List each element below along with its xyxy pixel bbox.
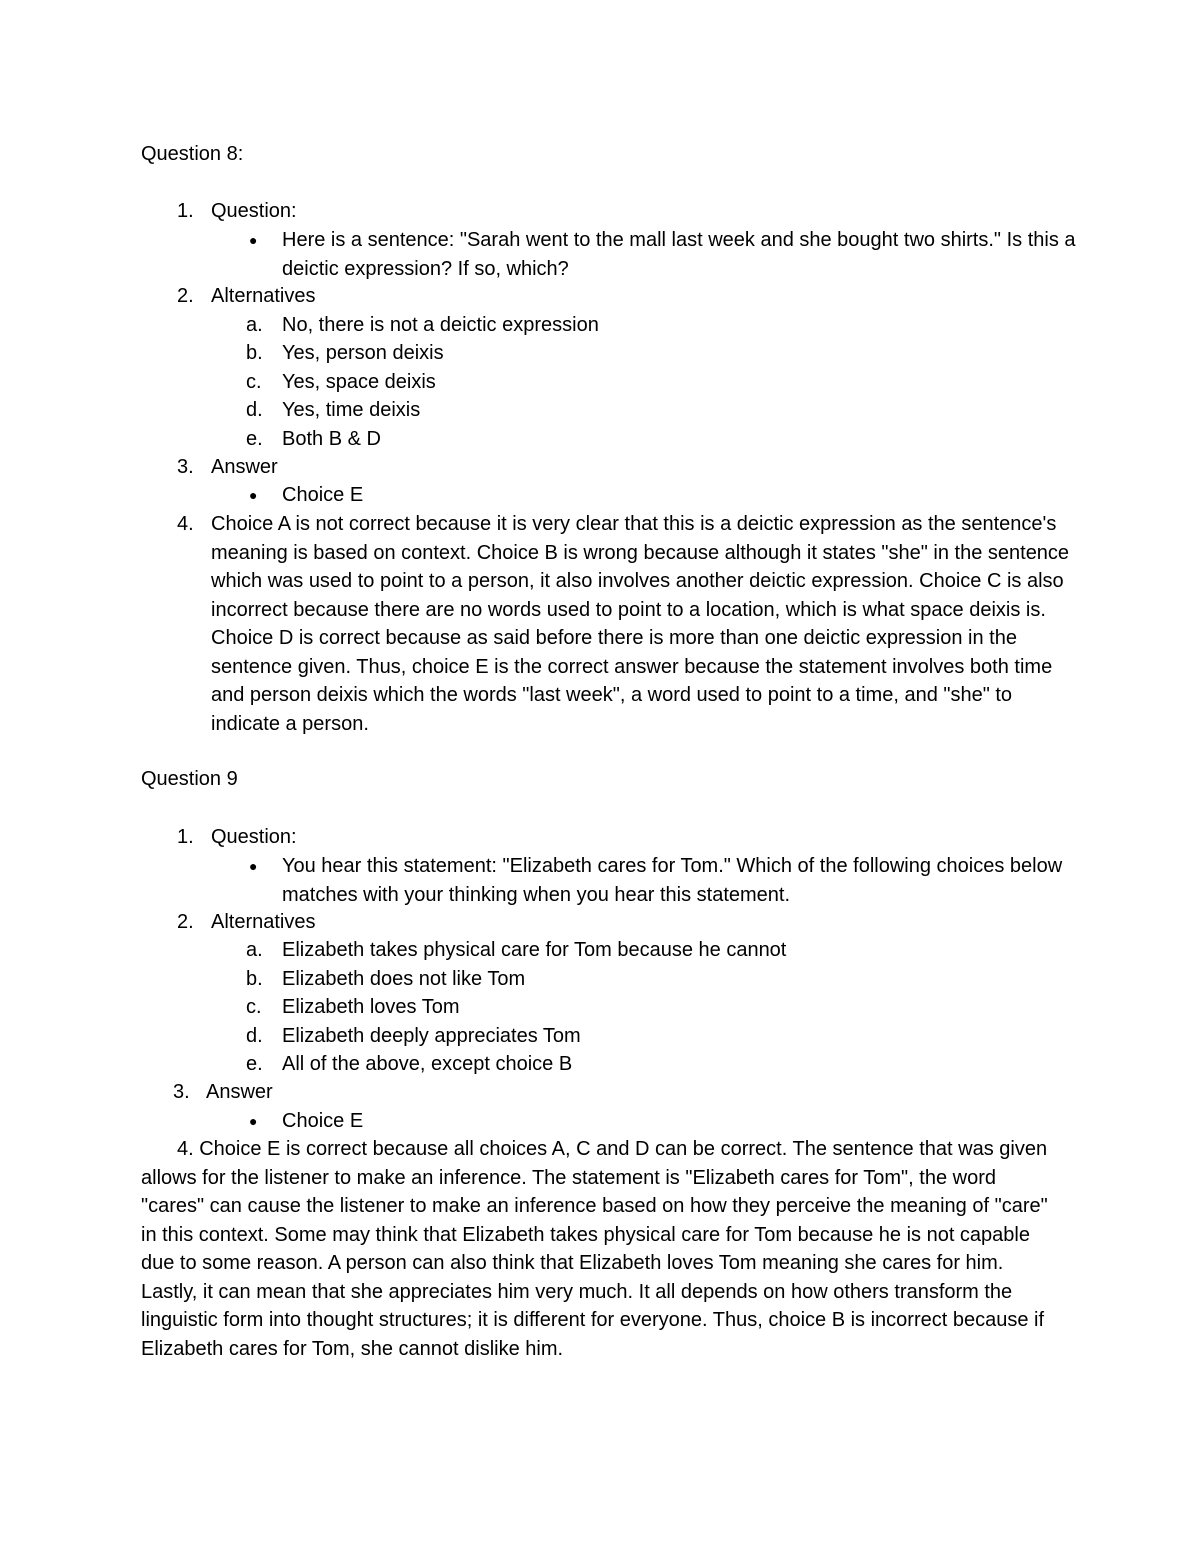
q9-item-2-label: Alternatives — [211, 911, 316, 933]
q9-item-1-number: 1. — [177, 826, 194, 848]
q9-item-1-label: Question: — [211, 826, 297, 848]
q8-explanation: Choice A is not correct because it is very clear that this is a deictic expression as the sentence's meaning is based on context. Choice B is wrong because although it states "she" in the sentence which was used to point to a person, it also involves another deictic expression. Choice C is also incorrect because there are no words used to point to a location, which is what space deixis is. Choice D is correct because as said before there is more than one deictic expression in the sentence given. Thus, choice E is the correct answer because the statement involves both time and person deixis which the words "last week", a word used to point to a time, and "she" to indicate a person. — [211, 513, 1070, 735]
q9-question-text: You hear this statement: "Elizabeth cares for Tom." Which of the following choices below matches with your thinking when you hear this statement. — [282, 855, 1063, 906]
q8-answer-text: Choice E — [282, 484, 364, 506]
q8-option-text: Yes, time deixis — [282, 399, 421, 421]
bullet-icon: ● — [249, 858, 258, 874]
q8-item-2-label: Alternatives — [211, 285, 316, 307]
q8-option-text: No, there is not a deictic expression — [282, 314, 599, 336]
q9-option-letter: e. — [246, 1053, 263, 1075]
q9-item-2-number: 2. — [177, 911, 194, 933]
q8-option-letter: c. — [246, 371, 262, 393]
q9-answer-text: Choice E — [282, 1110, 364, 1132]
q9-option-text: All of the above, except choice B — [282, 1053, 573, 1075]
q9-option-letter: a. — [246, 939, 263, 961]
q8-option-text: Yes, space deixis — [282, 371, 436, 393]
q8-option-text: Both B & D — [282, 428, 381, 450]
q8-option-letter: b. — [246, 342, 263, 364]
q9-option-text: Elizabeth takes physical care for Tom because he cannot — [282, 939, 787, 961]
q9-item-3-label: Answer — [206, 1081, 273, 1103]
q9-option-text: Elizabeth loves Tom — [282, 996, 460, 1018]
q8-item-1-number: 1. — [177, 200, 194, 222]
question-9-heading: Question 9 — [141, 768, 238, 790]
q8-question-text: Here is a sentence: "Sarah went to the mall last week and she bought two shirts." Is this a deictic expression? If so, which? — [282, 229, 1076, 280]
q9-explanation: 4. Choice E is correct because all choices A, C and D can be correct. The sentence that was given allows for the listener to make an inference. The statement is "Elizabeth cares for Tom", the word "cares" can cause the listener to make an inference based on how they perceive the meaning of "care" in this context. Some may think that Elizabeth takes physical care for Tom because he is not capable due to some reason. A person can also think that Elizabeth loves Tom meaning she cares for him. Lastly, it can mean that she appreciates him very much. It all depends on how others transform the linguistic form into thought structures; it is different for everyone. Thus, choice B is incorrect because if Elizabeth cares for Tom, she cannot dislike him. — [141, 1138, 1048, 1360]
q9-option-letter: d. — [246, 1025, 263, 1047]
q9-option-text: Elizabeth deeply appreciates Tom — [282, 1025, 581, 1047]
q9-option-text: Elizabeth does not like Tom — [282, 968, 526, 990]
q8-item-3-number: 3. — [177, 456, 194, 478]
q8-item-1-label: Question: — [211, 200, 297, 222]
q8-option-letter: e. — [246, 428, 263, 450]
bullet-icon: ● — [249, 1113, 258, 1129]
bullet-icon: ● — [249, 487, 258, 503]
q8-item-3-label: Answer — [211, 456, 278, 478]
q9-option-letter: b. — [246, 968, 263, 990]
q8-option-letter: d. — [246, 399, 263, 421]
bullet-icon: ● — [249, 232, 258, 248]
q8-item-4-number: 4. — [177, 513, 194, 535]
q9-item-3-number: 3. — [173, 1081, 190, 1103]
q9-option-letter: c. — [246, 996, 262, 1018]
q8-option-text: Yes, person deixis — [282, 342, 444, 364]
q8-option-letter: a. — [246, 314, 263, 336]
question-8-heading: Question 8: — [141, 143, 244, 165]
q8-item-2-number: 2. — [177, 285, 194, 307]
